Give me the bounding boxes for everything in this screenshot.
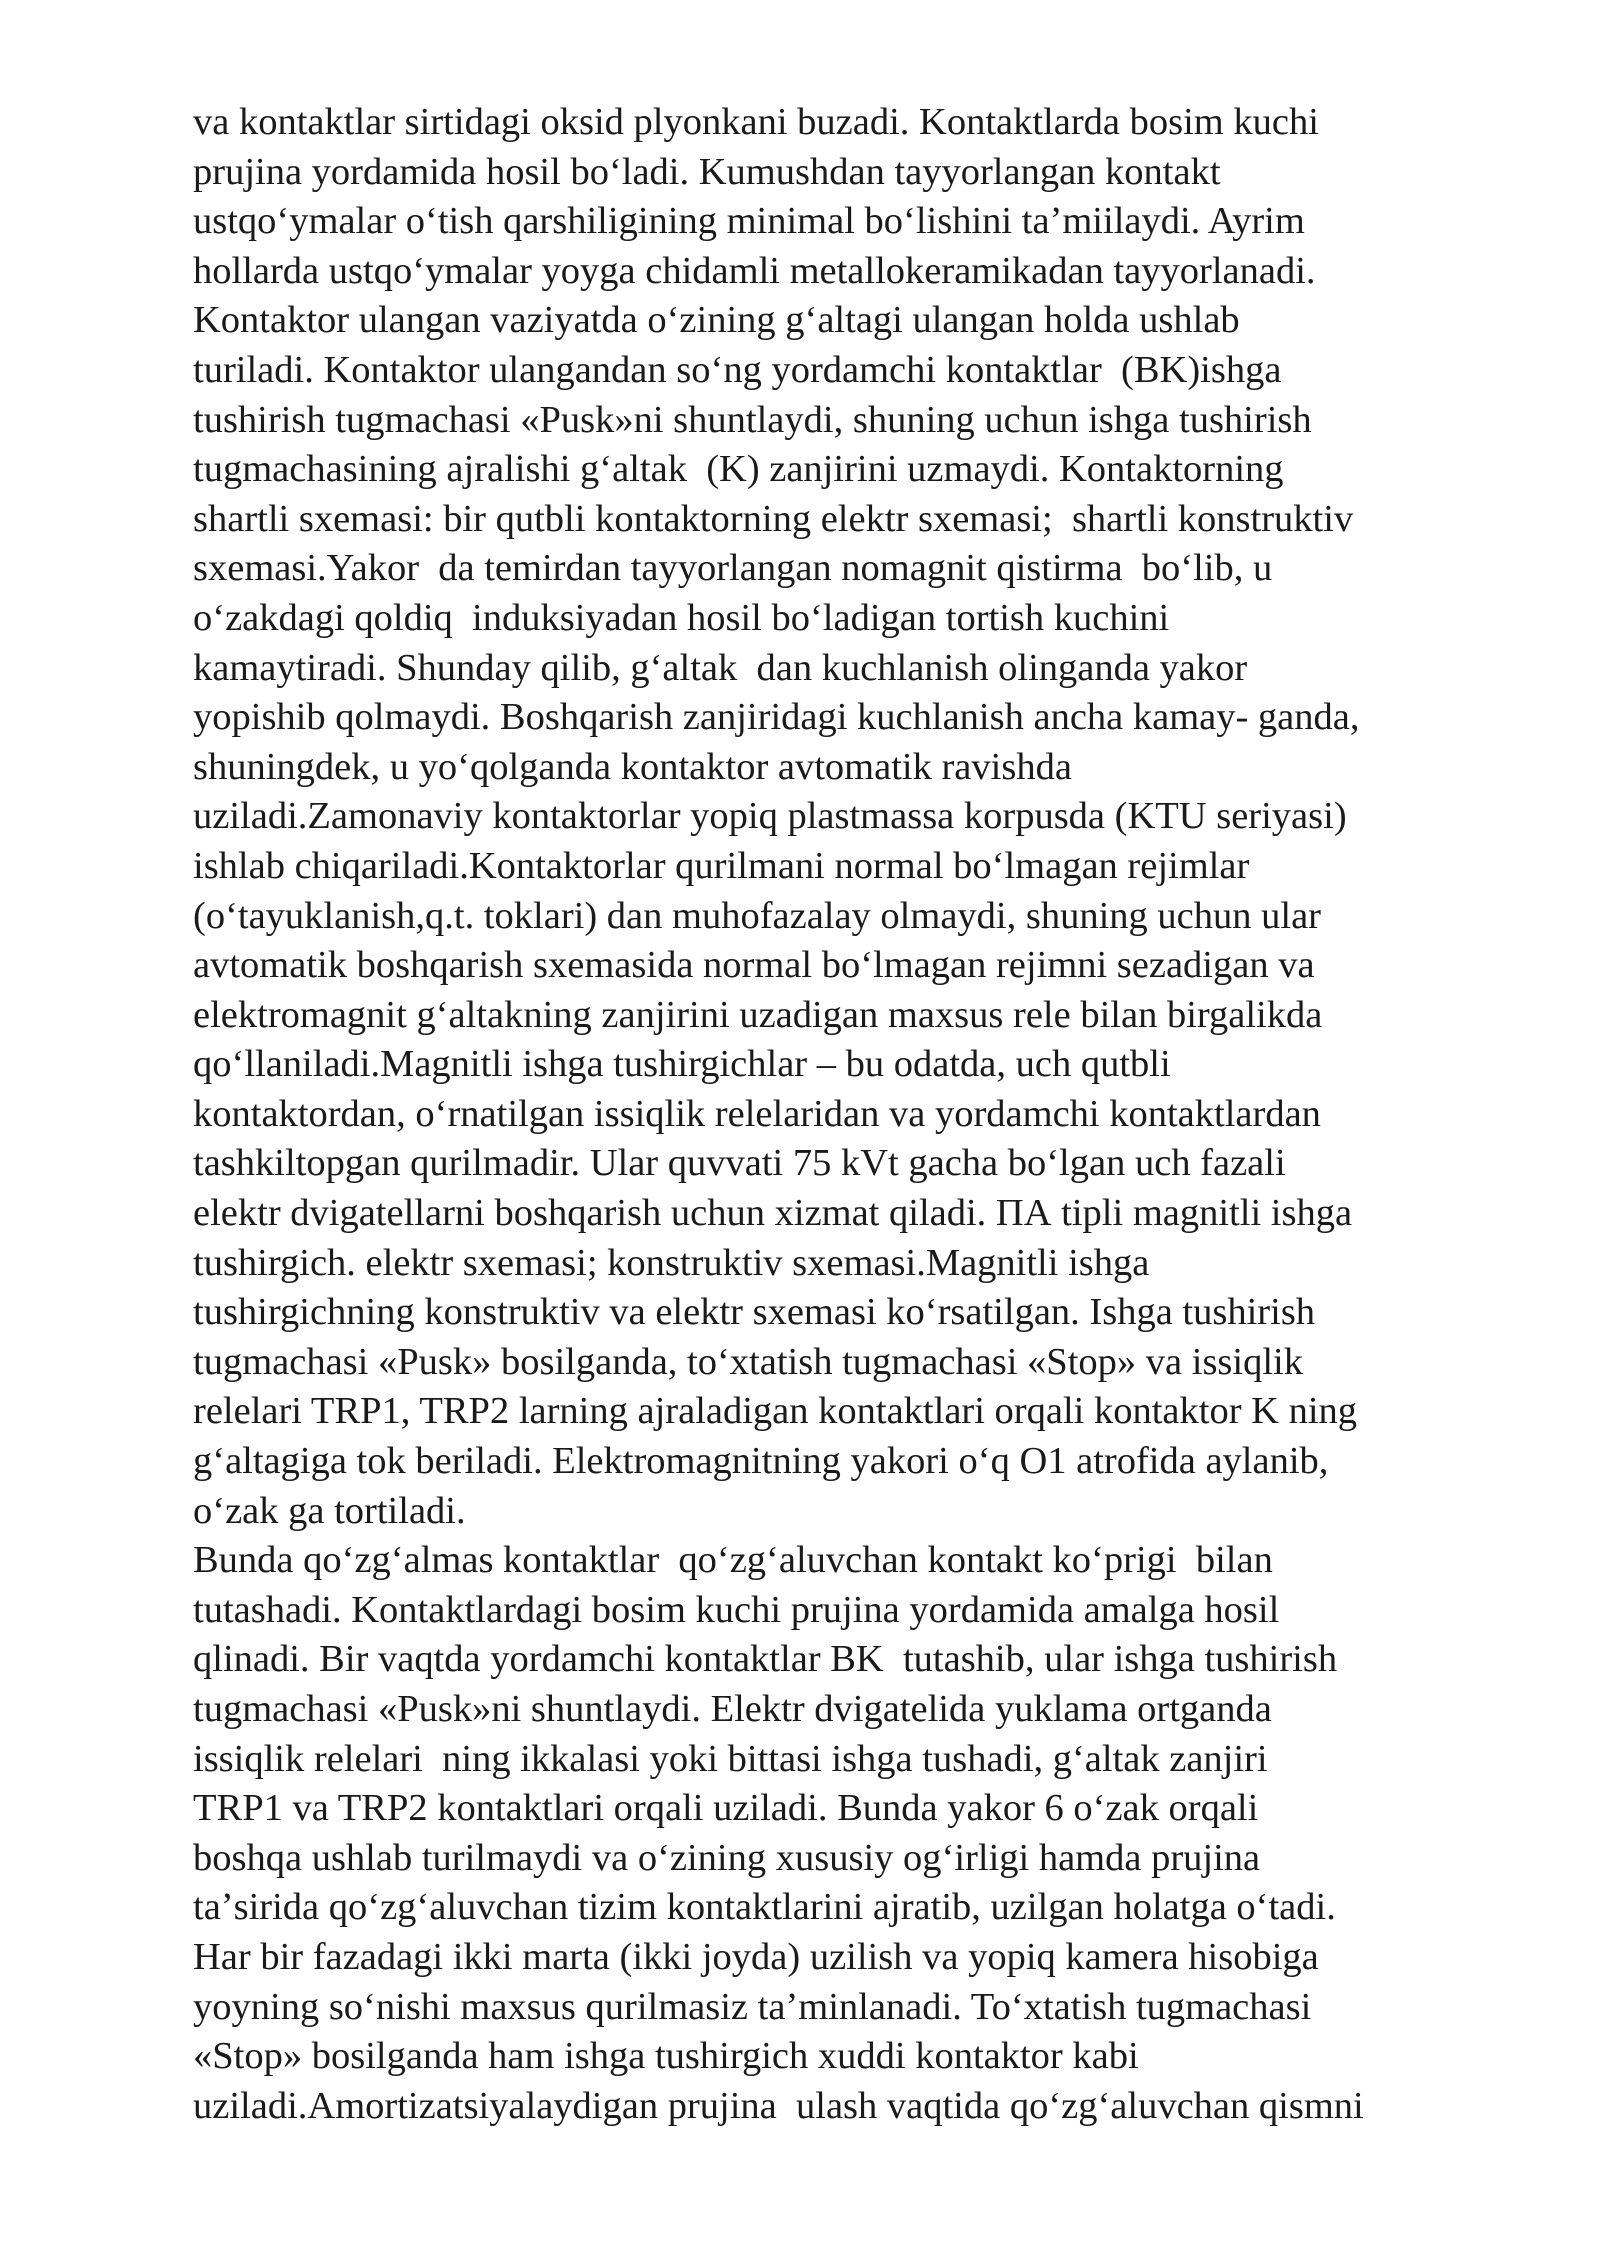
- text-line: tugmachasi «Pusk»ni shuntlaydi. Elektr dvigatelida yuklama ortganda: [193, 1688, 1272, 1730]
- text-line: turiladi. Kontaktor ulangandan soʻng yordamchi kontaktlar (BK)ishga: [193, 348, 1282, 391]
- text-line: gʻaltagiga tok beriladi. Elektromagnitning yakori oʻq O1 atrofida aylanib,: [193, 1440, 1329, 1483]
- text-line: uziladi.Amortizatsiyalaydigan prujina ulash vaqtida qoʻzgʻaluvchan qismni: [193, 2084, 1364, 2127]
- text-line: hollarda ustqoʻymalar yoyga chidamli metallokeramikadan tayyorlanadi.: [193, 249, 1316, 292]
- text-line: shartli sxemasi: bir qutbli kontaktorning elektr sxemasi; shartli konstruktiv: [193, 497, 1354, 540]
- text-line: Bunda qoʻzgʻalmas kontaktlar qoʻzgʻaluvchan kontakt koʻprigi bilan: [193, 1539, 1273, 1582]
- text-line: kamaytiradi. Shunday qilib, gʻaltak dan kuchlanish olinganda yakor: [193, 646, 1248, 689]
- text-line: oʻzakdagi qoldiq induksiyadan hosil boʻladigan tortish kuchini: [193, 596, 1170, 639]
- text-line: qlinadi. Bir vaqtda yordamchi kontaktlar BK tutashib, ular ishga tushirish: [193, 1638, 1338, 1681]
- text-line: tushirgich. elektr sxemasi; konstruktiv sxemasi.Magnitli ishga: [193, 1241, 1150, 1284]
- text-line: va kontaktlar sirtidagi oksid plyonkani buzadi. Kontaktlarda bosim kuchi: [193, 101, 1319, 143]
- text-line: tushirish tugmachasi «Pusk»ni shuntlaydi, shuning uchun ishga tushirish: [193, 398, 1312, 441]
- text-line: kontaktordan, oʻrnatilgan issiqlik relelaridan va yordamchi kontaktlardan: [193, 1092, 1321, 1135]
- text-line: (oʻtayuklanish,q.t. toklari) dan muhofazalay olmaydi, shuning uchun ular: [193, 894, 1321, 937]
- text-line: qoʻllaniladi.Magnitli ishga tushirgichlar – bu odatda, uch qutbli: [193, 1043, 1171, 1086]
- text-line: oʻzak ga tortiladi.: [193, 1489, 466, 1532]
- text-line: Kontaktor ulangan vaziyatda oʻzining gʻaltagi ulangan holda ushlab: [193, 299, 1240, 342]
- text-line: tushirgichning konstruktiv va elektr sxemasi koʻrsatilgan. Ishga tushirish: [193, 1291, 1316, 1334]
- text-line: tashkiltopgan qurilmadir. Ular quvvati 75 kVt gacha boʻlgan uch fazali: [193, 1142, 1286, 1185]
- text-line: tugmachasi «Pusk» bosilganda, toʻxtatish tugmachasi «Stop» va issiqlik: [193, 1340, 1303, 1383]
- text-line: shuningdek, u yoʻqolganda kontaktor avtomatik ravishda: [193, 745, 1072, 788]
- text-line: tugmachasining ajralishi gʻaltak (K) zanjirini uzmaydi. Kontaktorning: [193, 448, 1284, 491]
- body-text: [193, 98, 1513, 2131]
- text-line: relelari TRP1, TRP2 larning ajraladigan kontaktlari orqali kontaktor K ning: [193, 1390, 1358, 1433]
- text-line: taʼsirida qoʻzgʻaluvchan tizim kontaktlarini ajratib, uzilgan holatga oʻtadi.: [193, 1886, 1336, 1929]
- text-line: «Stop» bosilganda ham ishga tushirgich xuddi kontaktor kabi: [193, 2035, 1139, 2078]
- text-line: tutashadi. Kontaktlardagi bosim kuchi prujina yordamida amalga hosil: [193, 1588, 1280, 1631]
- text-line: sxemasi.Yakor da temirdan tayyorlangan nomagnit qistirma boʻlib, u: [193, 547, 1273, 590]
- text-line: boshqa ushlab turilmaydi va oʻzining xususiy ogʻirligi hamda prujina: [193, 1836, 1261, 1879]
- text-line: uziladi.Zamonaviy kontaktorlar yopiq plastmassa korpusda (KTU seriyasi): [193, 795, 1347, 838]
- text-line: avtomatik boshqarish sxemasida normal boʻlmagan rejimni sezadigan va: [193, 944, 1315, 987]
- text-line: prujina yordamida hosil boʻladi. Kumushdan tayyorlangan kontakt: [193, 150, 1221, 193]
- text-line: TRP1 va TRP2 kontaktlari orqali uziladi. Bunda yakor 6 oʻzak orqali: [193, 1787, 1259, 1830]
- text-line: ustqoʻymalar oʻtish qarshiligining minimal boʻlishini taʼmiilaydi. Ayrim: [193, 200, 1305, 243]
- text-line: Har bir fazadagi ikki marta (ikki joyda) uzilish va yopiq kamera hisobiga: [193, 1935, 1319, 1978]
- text-line: yopishib qolmaydi. Boshqarish zanjiridagi kuchlanish ancha kamay- ganda,: [193, 696, 1360, 739]
- text-line: issiqlik relelari ning ikkalasi yoki bittasi ishga tushadi, gʻaltak zanjiri: [193, 1737, 1268, 1780]
- text-line: elektr dvigatellarni boshqarish uchun xizmat qiladi. ПА tipli magnitli ishga: [193, 1192, 1353, 1235]
- text-line: yoyning soʻnishi maxsus qurilmasiz taʼminlanadi. Toʻxtatish tugmachasi: [193, 1985, 1312, 2028]
- text-line: elektromagnit gʻaltakning zanjirini uzadigan maxsus rele bilan birgalikda: [193, 993, 1323, 1036]
- text-line: ishlab chiqariladi.Kontaktorlar qurilmani normal boʻlmagan rejimlar: [193, 844, 1250, 887]
